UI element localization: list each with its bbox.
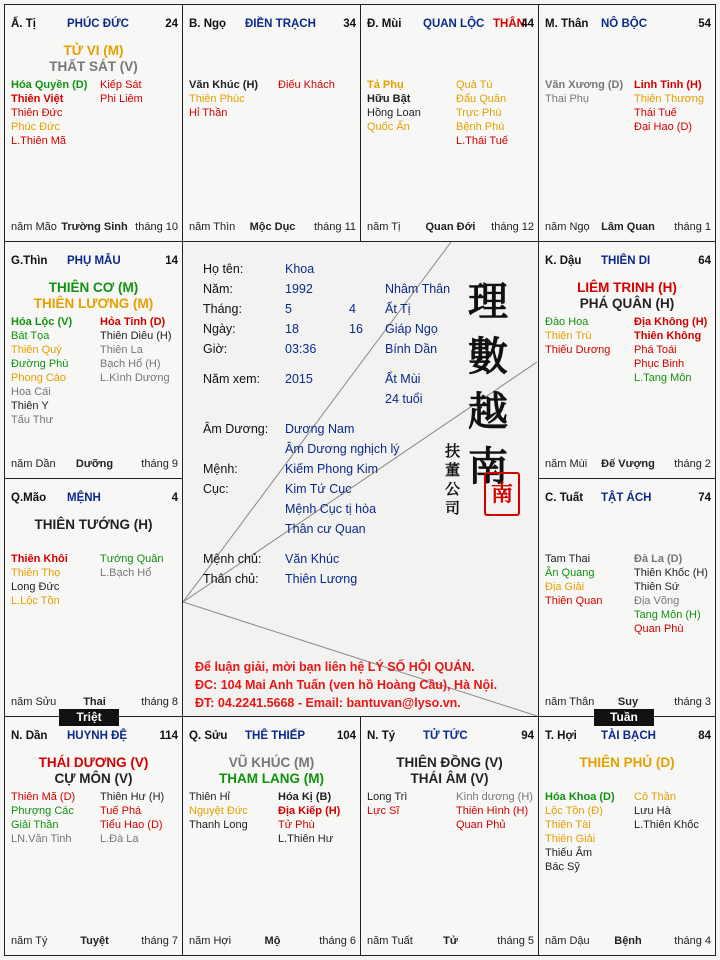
right-stars [100,78,143,106]
footer-month: tháng 4 [674,935,711,947]
minor-star: Phúc Đức [11,121,60,133]
minor-star: Thiên Việt [11,93,64,105]
footer-stage: Suy [617,696,639,708]
minor-star: Đào Hoa [545,316,589,328]
minor-star: Hóa Khoa (D) [545,791,615,803]
footer-year: năm Hợi [189,935,232,947]
footer-month: tháng 10 [135,221,178,233]
minor-star: Thiên Sứ [634,581,680,593]
calli-small-4: 司 [445,499,461,517]
right-stars [634,315,707,385]
minor-star: Hữu Bật [367,93,411,105]
label-menh-chu: Mệnh chủ: [203,552,262,566]
minor-star: Phá Toái [634,344,677,356]
label-nam-xem: Năm xem: [203,372,260,386]
palace-header [545,255,711,271]
footer-month: tháng 1 [674,221,711,233]
minor-star: Đà La (D) [634,553,683,565]
minor-star: Long Đức [11,581,60,593]
triet-tag: Triệt [59,709,119,726]
branch-label: Q. Sửu [189,730,228,742]
value-nam-can: Nhâm Thân [385,282,451,296]
minor-star: Quan Phủ [456,819,506,831]
minor-star: Thiếu Âm [545,847,593,859]
value-thang-can: Ất Tị [385,302,411,316]
footer-stage: Quan Đới [425,221,476,233]
palace-name: TẬT ÁCH [601,492,652,504]
minor-star: Linh Tinh (H) [634,79,702,91]
minor-star: Địa Không (H) [634,316,708,328]
calligraphy-char: 理 [468,278,508,325]
value-cuc: Kim Tứ Cục [285,482,352,496]
footer-stage: Đế Vượng [601,458,655,470]
palace-number: 104 [336,730,356,742]
minor-star: Địa Kiếp (H) [278,805,341,817]
left-stars [367,78,421,134]
left-stars [545,315,610,357]
left-stars [545,552,602,608]
footer-year: năm Mùi [545,458,588,470]
minor-star: Địa Giải [545,581,585,593]
palace-than [538,4,716,242]
main-star: THIÊN PHỦ (D) [579,755,675,770]
minor-star: Tiểu Hao (D) [100,819,163,831]
palace-header [367,730,534,746]
palace-mui [360,4,539,242]
footer-month: tháng 12 [491,221,534,233]
palace-footer [545,221,711,233]
branch-label: Ấ. Tị [11,18,36,30]
main-star: THAM LANG (M) [219,771,324,786]
footer-stage: Lâm Quan [601,221,655,233]
notice-line-3: ĐT: 04.2241.5668 - Email: bantuvan@lyso.vn. [195,696,461,710]
minor-star: Thiên Thọ [11,567,61,579]
palace-header [189,18,356,34]
minor-star: L.Thiên Khốc [634,819,699,831]
minor-star: Thiên Diêu (H) [100,330,172,342]
main-star: THÁI ÂM (V) [410,771,489,786]
footer-month: tháng 7 [141,935,178,947]
minor-star: Kình dương (H) [456,791,533,803]
minor-star: Thai Phụ [545,93,590,105]
footer-year: năm Thìn [189,221,236,233]
main-star: THIÊN TƯỚNG (H) [34,517,153,532]
footer-year: năm Ngọ [545,221,590,233]
label-am-duong: Âm Dương: [203,422,269,436]
minor-star: Lưu Hà [634,805,671,817]
minor-star: Bát Tọa [11,330,50,342]
right-stars [456,790,533,832]
minor-star: Tang Môn (H) [634,609,701,621]
value-ngay-can: Giáp Ngọ [385,322,438,336]
value-gio-can: Bính Dần [385,342,438,356]
left-stars [545,78,623,106]
right-stars [456,78,508,148]
left-stars [367,790,407,818]
palace-footer [545,696,711,708]
palace-number: 114 [159,730,178,742]
notice-line-2: ĐC: 104 Mai Anh Tuấn (ven hồ Hoàng Cầu), Hà Nội. [195,678,498,692]
value-ho-ten: Khoa [285,262,315,276]
palace-name: NÔ BỘC [601,18,647,30]
minor-star: Thiếu Dương [545,344,611,356]
minor-star: Đường Phù [11,358,69,370]
palace-header [545,730,711,746]
branch-label: Đ. Mùi [367,18,402,30]
main-star: THẤT SÁT (V) [49,59,138,74]
minor-star: Hỏa Tinh (D) [100,316,166,328]
main-star: CỰ MÔN (V) [54,771,133,786]
footer-month: tháng 3 [674,696,711,708]
minor-star: Quan Phù [634,623,684,635]
palace-header [11,255,178,271]
branch-label: M. Thân [545,18,589,30]
branch-label: C. Tuất [545,492,584,504]
minor-star: L.Thiên Hư [278,833,334,845]
value-nam: 1992 [285,282,313,296]
label-nam: Năm: [203,282,233,296]
footer-stage: Mộ [264,935,281,947]
minor-star: Thiên Quý [11,344,62,356]
minor-star: Hỉ Thần [189,107,228,119]
branch-label: T. Hợi [545,730,577,742]
minor-star: Thiên Giải [545,833,596,845]
main-star: THÁI DƯƠNG (V) [38,755,149,770]
calligraphy-small [445,442,465,518]
minor-star: Điếu Khách [278,79,335,91]
value-cuc-3: Thân cư Quan [285,522,366,536]
calli-small-1: 扶 [445,442,461,460]
tuan-tag: Tuần [594,709,654,726]
minor-star: Hồng Loan [367,107,421,119]
footer-year: năm Tị [367,221,401,233]
palace-number: 94 [521,730,534,742]
value-than-chu: Thiên Lương [285,572,358,586]
value-tuoi: 24 tuổi [385,392,423,406]
minor-star: Địa Võng [634,595,680,607]
footer-stage: Tuyệt [80,935,109,947]
minor-star: Phong Cáo [11,372,67,384]
palace-header [189,730,356,746]
palace-suu [182,716,361,956]
value-ngay: 18 [285,322,299,336]
palace-header [545,492,711,508]
minor-star: Lộc Tồn (Đ) [545,805,603,817]
calli-small-3: 公 [445,480,461,498]
minor-star: Thiên Hư (H) [100,791,165,803]
minor-star: Hóa Quyền (D) [11,79,88,91]
minor-star: Thiên Hỉ [189,791,230,803]
value-thang-am: 4 [349,302,356,316]
main-star: THIÊN LƯƠNG (M) [33,296,154,311]
minor-star: L.Đà La [100,833,139,845]
minor-star: Tấu Thư [11,414,54,426]
left-stars [189,78,258,120]
minor-star: Tả Phụ [367,79,404,91]
minor-star: L.Tang Môn [634,372,692,384]
palace-name: TÀI BẠCH [601,730,656,742]
minor-star: Thanh Long [189,819,248,831]
palace-number: 24 [165,18,178,30]
red-seal-icon: 南 [484,472,520,516]
palace-header [11,492,178,508]
calligraphy-char: 數 [468,333,508,380]
main-star: THIÊN ĐỒNG (V) [396,755,503,770]
footer-year: năm Dần [11,458,56,470]
right-stars [100,315,172,385]
than-marker: THÂN [493,18,525,30]
minor-star: Cô Thần [634,791,676,803]
right-stars [278,78,335,92]
palace-ty [4,4,183,242]
footer-month: tháng 6 [319,935,356,947]
calligraphy-char: 南 [468,443,508,490]
minor-star: Trực Phù [456,107,502,119]
minor-star: Phi Liêm [100,93,143,105]
minor-star: Bạch Hổ (H) [100,358,161,370]
minor-star: Lực Sĩ [367,805,400,817]
calligraphy-char: 越 [468,388,508,435]
minor-star: Phượng Các [11,805,74,817]
palace-ti [360,716,539,956]
footer-month: tháng 2 [674,458,711,470]
value-nam-xem: 2015 [285,372,313,386]
palace-mao [4,478,183,717]
minor-star: L.Thiên Mã [11,135,67,147]
value-cuc-2: Mệnh Cục tị hòa [285,502,377,516]
palace-number: 4 [171,492,178,504]
main-star: LIÊM TRINH (H) [577,280,677,295]
palace-name: ĐIỀN TRẠCH [245,18,316,30]
left-stars [11,315,72,427]
minor-star: Tử Phù [278,819,315,831]
palace-thin [4,241,183,479]
palace-tuat [538,478,716,717]
palace-header [11,730,178,746]
palace-ngo [182,4,361,242]
main-star: THIÊN CƠ (M) [48,280,139,295]
branch-label: N. Dần [11,730,48,742]
minor-star: L.Thái Tuế [456,135,508,147]
footer-stage: Thai [83,696,106,708]
footer-stage: Dưỡng [75,458,114,470]
label-than-chu: Thân chủ: [203,572,259,586]
right-stars [634,790,699,832]
minor-star: Thái Tuế [634,107,677,119]
minor-star: Thiên La [100,344,143,356]
minor-star: Văn Khúc (H) [189,79,259,91]
footer-year: năm Dậu [545,935,590,947]
minor-star: Ân Quang [545,567,595,579]
minor-star: Thiên Y [11,400,49,412]
palace-name: HUYNH ĐỆ [67,730,128,742]
palace-name: PHỤ MẪU [67,255,121,267]
right-stars [634,78,704,134]
footer-month: tháng 9 [141,458,178,470]
right-stars [634,552,708,636]
value-am-duong: Dương Nam [285,422,355,436]
right-stars [100,790,164,846]
palace-name: MỆNH [67,492,101,504]
label-ho-ten: Họ tên: [203,262,244,276]
palace-name: PHÚC ĐỨC [67,18,129,30]
palace-header [367,18,534,34]
label-ngay: Ngày: [203,322,236,336]
calli-small-2: 董 [445,461,461,479]
minor-star: Tướng Quân [100,553,164,565]
palace-footer [545,935,711,947]
minor-star: Thiên Trù [545,330,592,342]
main-star: VŨ KHÚC (M) [228,755,315,770]
palace-footer [11,221,178,233]
footer-stage: Bệnh [614,935,642,947]
palace-footer [11,696,178,708]
left-stars [11,552,68,608]
footer-year: năm Sửu [11,696,57,708]
minor-star: Tam Thai [545,553,591,565]
branch-label: N. Tý [367,730,396,742]
value-gio: 03:36 [285,342,317,356]
minor-star: Thiên Đức [11,107,63,119]
left-stars [189,790,248,832]
minor-star: Quả Tú [456,79,493,91]
footer-month: tháng 5 [497,935,534,947]
minor-star: Hóa Kị (B) [278,791,332,803]
right-stars [278,790,340,846]
palace-footer [367,935,534,947]
notice-line-1: Để luận giải, mời bạn liên hệ LÝ SỐ HỘI QUÁN. [195,660,475,674]
calligraphy-logo [468,270,518,490]
branch-label: G.Thìn [11,255,48,267]
palace-footer [189,221,356,233]
minor-star: Thiên Khôi [11,553,68,565]
minor-star: Tuế Phá [100,805,142,817]
left-stars [11,790,75,846]
value-nam-xem-can: Ất Mùi [385,372,421,386]
minor-star: Đẩu Quân [456,93,507,105]
minor-star: Đại Hao (D) [634,121,693,133]
center-info-panel [183,242,537,716]
footer-year: năm Tý [11,935,48,947]
minor-star: LN.Văn Tinh [11,833,72,845]
left-stars [545,790,615,874]
label-menh: Mệnh: [203,462,238,476]
palace-hoi [538,716,716,956]
palace-footer [11,935,178,947]
minor-star: Hóa Lộc (V) [11,316,73,328]
value-thang: 5 [285,302,292,316]
value-ngay-am: 16 [349,322,363,336]
palace-footer [189,935,356,947]
palace-number: 14 [165,255,178,267]
minor-star: Hoa Cái [11,386,51,398]
value-menh-chu: Văn Khúc [285,552,340,566]
footer-month: tháng 8 [141,696,178,708]
label-cuc: Cục: [203,482,229,496]
palace-name: THÊ THIẾP [245,730,306,742]
branch-label: K. Dậu [545,255,582,267]
palace-name: QUAN LỘC [423,18,485,30]
minor-star: L.Lộc Tồn [11,595,60,607]
minor-star: Bác Sỹ [545,861,580,873]
footer-year: năm Tuất [367,935,413,947]
minor-star: Giải Thần [11,819,59,831]
minor-star: Kiếp Sát [100,79,142,91]
footer-stage: Tử [443,935,458,947]
footer-month: tháng 11 [313,221,356,233]
minor-star: Nguyệt Đức [189,805,248,817]
left-stars [11,78,87,148]
value-menh: Kiếm Phong Kim [285,462,379,476]
minor-star: Thiên Quan [545,595,603,607]
minor-star: Thiên Khốc (H) [634,567,708,579]
palace-name: THIÊN DI [601,255,651,267]
minor-star: Thiên Không [634,330,702,342]
minor-star: Thiên Phúc [189,93,245,105]
palace-footer [545,458,711,470]
palace-footer [11,458,178,470]
footer-year: năm Mão [11,221,57,233]
minor-star: Quốc Ấn [367,121,410,133]
palace-header [11,18,178,34]
palace-number: 54 [698,18,711,30]
footer-stage: Trường Sinh [61,221,128,233]
minor-star: Bệnh Phù [456,121,505,133]
palace-number: 64 [698,255,711,267]
branch-label: B. Ngọ [189,18,227,30]
footer-stage: Mộc Dục [249,221,296,233]
value-am-duong-2: Âm Dương nghịch lý [285,442,400,456]
right-stars [100,552,164,580]
footer-year: năm Thân [545,696,595,708]
palace-header [545,18,711,34]
minor-star: Thiên Tài [545,819,591,831]
palace-number: 44 [521,18,534,30]
label-gio: Giờ: [203,342,228,356]
palace-name: TỬ TỨC [423,730,468,742]
palace-number: 34 [343,18,356,30]
label-thang: Tháng: [203,302,242,316]
palace-number: 84 [698,730,711,742]
palace-footer [367,221,534,233]
minor-star: Thiên Thương [634,93,705,105]
main-star: PHÁ QUÂN (H) [579,296,675,311]
minor-star: Phục Binh [634,358,685,370]
minor-star: Thiên Mã (D) [11,791,76,803]
main-star: TỬ VI (M) [63,43,124,58]
minor-star: Thiên Hình (H) [456,805,529,817]
minor-star: Long Trì [367,791,408,803]
minor-star: L.Bạch Hổ [100,567,152,579]
palace-dau [538,241,716,479]
minor-star: Văn Xương (D) [545,79,624,91]
branch-label: Q.Mão [11,492,47,504]
palace-dan [4,716,183,956]
palace-number: 74 [698,492,711,504]
minor-star: L.Kình Dương [100,372,170,384]
